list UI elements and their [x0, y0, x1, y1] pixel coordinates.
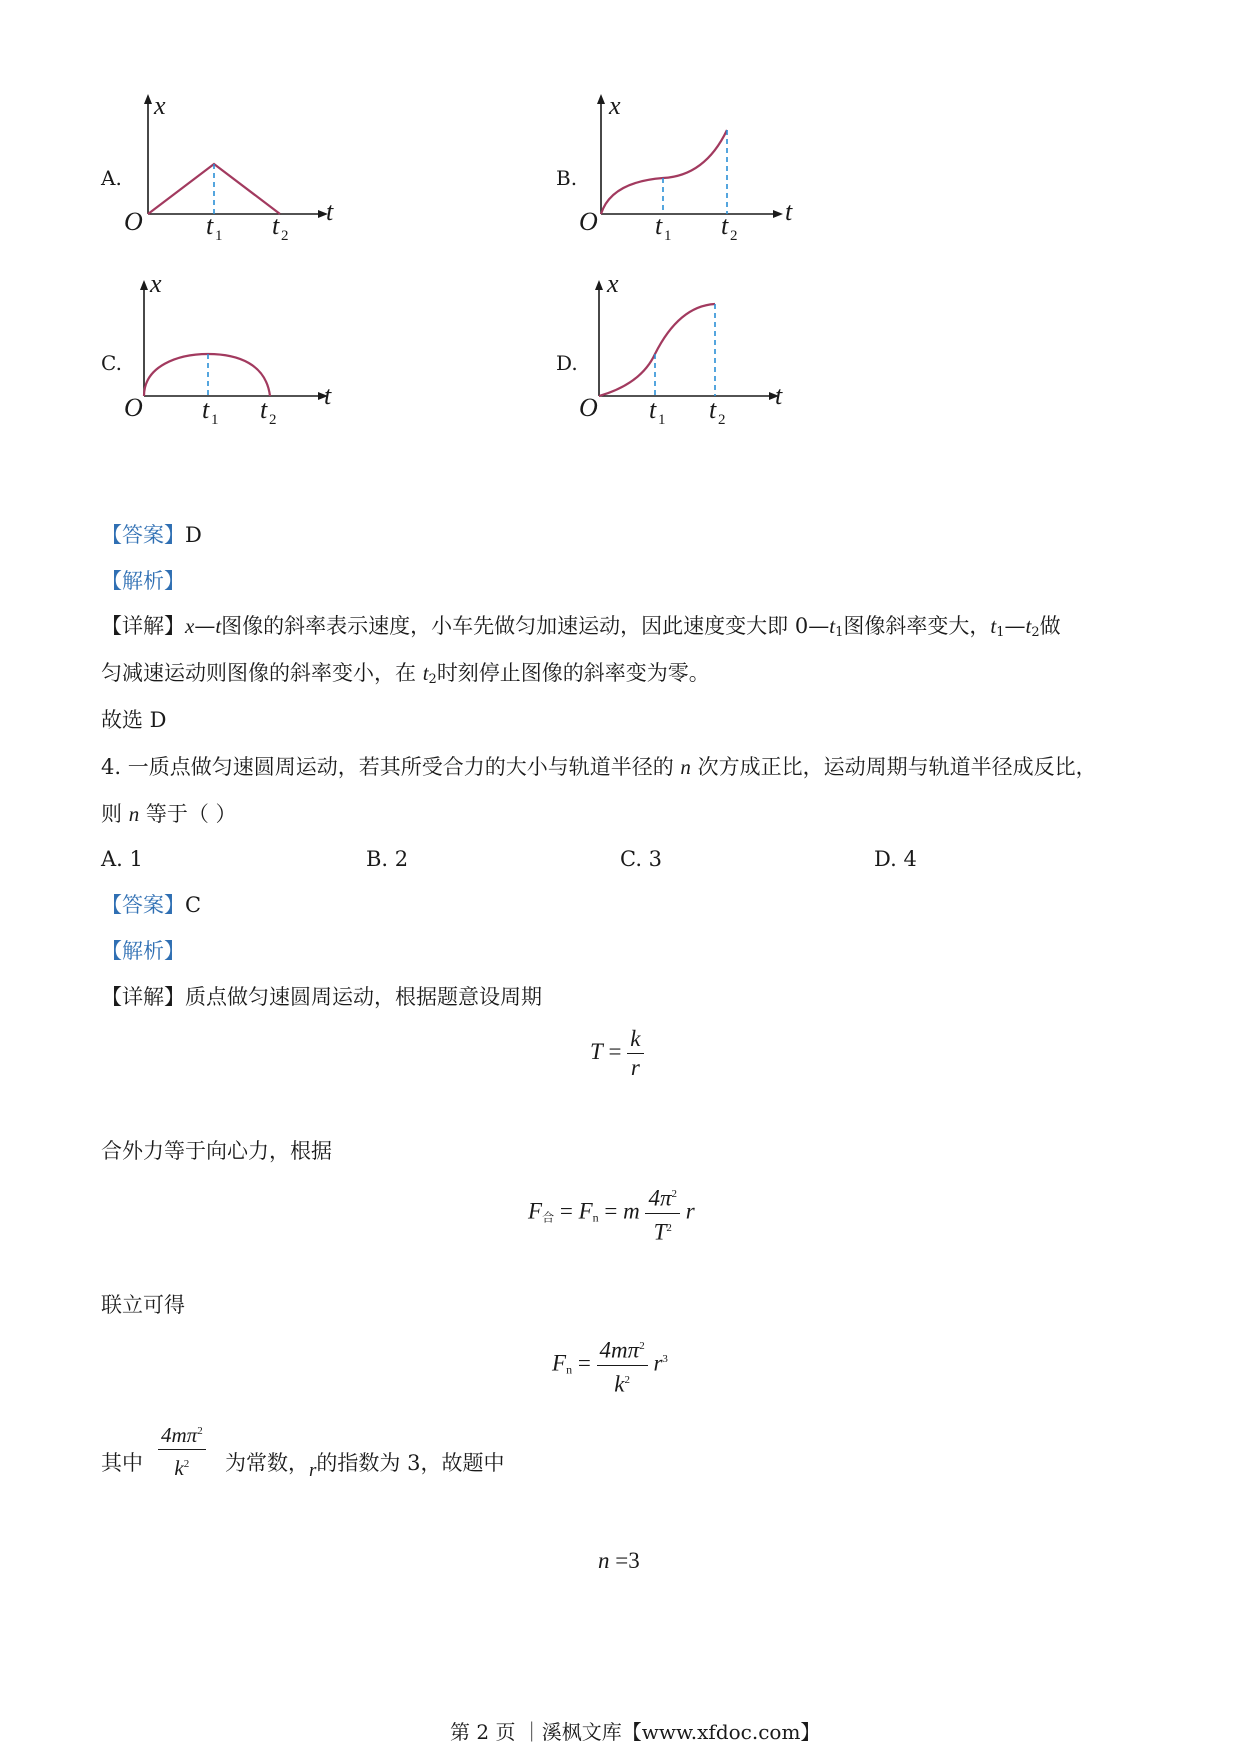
answer-tag: 【答案】 [101, 893, 185, 917]
t1-label: t [202, 395, 210, 424]
x-axis-label: t [775, 381, 783, 410]
superscript: 3 [662, 1352, 668, 1365]
origin-label: O [579, 207, 598, 236]
var-F: F [528, 1198, 543, 1224]
t1-subscript: 1 [211, 412, 219, 428]
var-t: t [422, 661, 429, 685]
origin-label: O [124, 393, 143, 422]
y-axis-label: x [154, 91, 166, 120]
fraction [645, 1180, 680, 1246]
subscript: 2 [1031, 625, 1040, 640]
var-m: m [623, 1198, 640, 1224]
q4-answer-line [101, 890, 201, 920]
t1-subscript: 1 [658, 412, 666, 428]
denominator [597, 1366, 648, 1399]
fraction [627, 1025, 643, 1082]
q4-option-b: B. 2 [366, 847, 409, 871]
stem-text: 等于（ ） [139, 802, 237, 826]
var-n: n [680, 755, 691, 779]
detail-text: 图像的斜率表示速度，小车先做匀加速运动，因此速度变大即 0— [221, 614, 830, 638]
text: 为常数， [225, 1451, 309, 1475]
denominator [158, 1450, 206, 1482]
fraction [597, 1332, 648, 1398]
q4-detail-line [101, 982, 542, 1012]
formula-period [590, 1025, 644, 1082]
fraction [158, 1417, 206, 1482]
subscript: 合 [542, 1210, 555, 1225]
denominator-text: k [614, 1371, 625, 1397]
denominator-text: T [653, 1219, 667, 1245]
q3-detail-line1 [101, 611, 1061, 648]
q4-text-constant-b [225, 1448, 504, 1486]
dash: — [1004, 614, 1026, 638]
text: 的指数为 3，故题中 [316, 1451, 505, 1475]
t2-label: t [272, 211, 280, 240]
detail-text: 质点做匀速圆周运动，根据题意设周期 [185, 985, 542, 1009]
var-t: t [990, 614, 997, 638]
q4-option-c: C. 3 [620, 847, 663, 871]
t2-subscript: 2 [730, 228, 738, 244]
x-axis-label: t [785, 197, 793, 226]
detail-text: 做 [1039, 614, 1061, 638]
q4-text-combine: 联立可得 [101, 1293, 185, 1317]
graph-d [575, 269, 805, 434]
detail-tag: 【详解】 [101, 985, 185, 1009]
result-value: 3 [628, 1548, 640, 1573]
numerator-text: 4mπ [161, 1423, 198, 1447]
t2-subscript: 2 [281, 228, 289, 244]
x-t-curve [599, 304, 715, 396]
var-r: r [653, 1350, 663, 1376]
q4-option-d: D. 4 [874, 847, 917, 871]
stem-text: 次方成正比，运动周期与轨道半径成反比， [690, 755, 1097, 779]
q4-option-a: A. 1 [101, 847, 143, 871]
q3-analysis-tag: 【解析】 [101, 569, 185, 593]
x-axis-label: t [326, 197, 334, 226]
var-T: T [590, 1038, 603, 1064]
subscript: n [566, 1362, 573, 1377]
q3-answer-line [101, 520, 202, 550]
q3-detail-line2 [101, 658, 710, 695]
graph-b [575, 90, 805, 250]
var-n: n [598, 1548, 610, 1573]
t2-label: t [709, 395, 717, 424]
q4-stem-line2 [101, 799, 237, 829]
var-t: t [829, 614, 836, 638]
option-a-label: A. [101, 166, 122, 190]
q4-analysis-tag: 【解析】 [101, 939, 185, 963]
numerator-text: 4mπ [599, 1337, 640, 1363]
t2-subscript: 2 [718, 412, 726, 428]
var-F: F [578, 1198, 593, 1224]
stem-text: 则 [101, 802, 129, 826]
subscript: 1 [996, 625, 1005, 640]
t2-subscript: 2 [269, 412, 277, 428]
option-b-label: B. [556, 166, 578, 190]
numerator: k [627, 1025, 643, 1054]
y-axis-arrow [144, 94, 152, 104]
answer-value: C [185, 893, 202, 917]
y-axis-label: x [609, 91, 621, 120]
option-c-label: C. [101, 351, 122, 375]
x-t-curve [601, 130, 727, 214]
var-r: r [685, 1198, 695, 1224]
graph-c [118, 269, 348, 434]
q4-stem-line1 [101, 752, 1097, 782]
numerator [645, 1180, 680, 1214]
q3-conclusion: 故选 D [101, 708, 167, 732]
var-r: r [309, 1460, 317, 1481]
denominator-text: k [174, 1456, 184, 1480]
y-axis-arrow [595, 280, 603, 290]
var-t: t [1025, 614, 1032, 638]
var-t: t [215, 614, 222, 638]
detail-tag: 【详解】 [101, 614, 185, 638]
denominator [645, 1214, 680, 1247]
option-d-label: D. [556, 351, 578, 375]
denominator: r [630, 1055, 640, 1080]
superscript: 2 [666, 1221, 672, 1234]
subscript: 2 [428, 672, 437, 687]
answer-value: D [185, 523, 202, 547]
detail-text: 时刻停止图像的斜率变为零。 [436, 661, 710, 685]
formula-combined [552, 1332, 668, 1398]
page-footer: 第 2 页 ｜溪枫文库【www.xfdoc.com】 [450, 1720, 821, 1744]
equals-sign: = [615, 1548, 629, 1573]
stem-text: 4. 一质点做匀速圆周运动，若其所受合力的大小与轨道半径的 [101, 755, 681, 779]
superscript: 2 [624, 1373, 630, 1386]
t1-label: t [655, 211, 663, 240]
inline-fraction [158, 1417, 206, 1482]
detail-text: 图像斜率变大， [843, 614, 991, 638]
dash: — [194, 614, 216, 638]
numerator-text: 4π [648, 1185, 672, 1211]
equals-sign: = [604, 1198, 618, 1224]
superscript: 2 [183, 1458, 190, 1470]
t2-label: t [260, 395, 268, 424]
t1-subscript: 1 [664, 228, 672, 244]
var-F: F [552, 1350, 567, 1376]
formula-centripetal [528, 1180, 695, 1246]
equals-sign: = [577, 1350, 591, 1376]
subscript: n [592, 1210, 599, 1225]
superscript: 2 [197, 1425, 203, 1437]
var-n: n [128, 802, 140, 826]
y-axis-label: x [150, 269, 162, 298]
x-axis-arrow [773, 210, 783, 218]
subscript: 1 [835, 625, 844, 640]
y-axis-arrow [597, 94, 605, 104]
superscript: 2 [671, 1188, 678, 1200]
origin-label: O [579, 393, 598, 422]
origin-label: O [124, 207, 143, 236]
graph-a [120, 90, 350, 250]
y-axis-label: x [607, 269, 619, 298]
numerator [158, 1417, 206, 1450]
x-axis-label: t [324, 381, 332, 410]
x-t-curve [144, 354, 270, 396]
q4-text-constant-a: 其中 [101, 1451, 143, 1475]
superscript: 2 [639, 1340, 645, 1352]
detail-text: 匀减速运动则图像的斜率变小，在 [101, 661, 423, 685]
numerator [597, 1332, 648, 1366]
var-x: x [185, 614, 195, 638]
y-axis-arrow [140, 280, 148, 290]
t1-subscript: 1 [215, 228, 223, 244]
equals-sign: = [608, 1038, 622, 1064]
t1-label: t [206, 211, 214, 240]
answer-tag: 【答案】 [101, 523, 185, 547]
t2-label: t [721, 211, 729, 240]
x-t-curve [148, 164, 280, 214]
q4-text-centripetal: 合外力等于向心力，根据 [101, 1139, 332, 1163]
t1-label: t [649, 395, 657, 424]
formula-result [598, 1548, 640, 1574]
equals-sign: = [559, 1198, 573, 1224]
